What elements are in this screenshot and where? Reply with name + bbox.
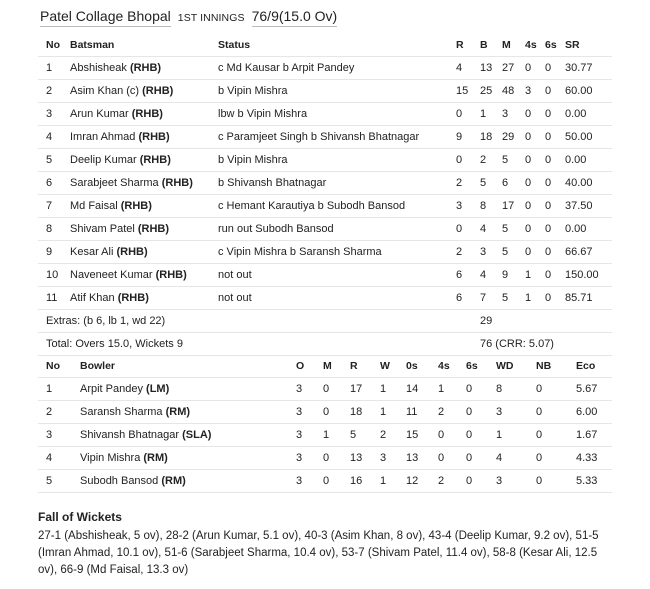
dismissal-status: b Shivansh Bhatnagar — [218, 177, 327, 189]
total-row — [38, 333, 612, 356]
batsman-role: (RHB) — [138, 131, 170, 143]
sixes: 0 — [545, 62, 552, 74]
minutes: 17 — [502, 200, 515, 212]
batsman-role: (RHB) — [116, 246, 148, 258]
fours: 0 — [438, 452, 445, 464]
fall-of-wickets-title: Fall of Wickets — [38, 510, 122, 524]
runs: 6 — [456, 292, 463, 304]
runs-conceded: 13 — [350, 452, 363, 464]
batsman-name[interactable]: Deelip Kumar — [70, 154, 137, 166]
col-overs: O — [296, 360, 305, 372]
wickets: 3 — [380, 452, 387, 464]
dot-balls: 12 — [406, 475, 419, 487]
batsman-no: 10 — [46, 269, 59, 281]
strike-rate: 150.00 — [565, 269, 599, 281]
dismissal-status: c Hemant Karautiya b Subodh Bansod — [218, 200, 406, 212]
bowler-no: 2 — [46, 406, 53, 418]
fall-of-wickets-text: 27-1 (Abshisheak, 5 ov), 28-2 (Arun Kumar, 5.1 ov), 40-3 (Asim Khan, 8 ov), 43-4 (Deelip Kumar, 9.2 ov), 51-5 (Imran Ahmad, 10.1 ov), 51-6 (Sarabjeet Sharma, 10.4 ov), 53-7 (Shivam Patel, 11.4 ov), 58-8 (Kesar Ali, 12.5 ov), 66-9 (Md Faisal, 13.3 ov) — [38, 530, 599, 576]
dot-balls: 14 — [406, 383, 419, 395]
economy: 5.33 — [576, 475, 598, 487]
minutes: 3 — [502, 108, 509, 120]
dismissal-status: not out — [218, 292, 252, 304]
overs: 3 — [296, 383, 303, 395]
bowler-no: 1 — [46, 383, 53, 395]
runs: 0 — [456, 154, 463, 166]
maidens: 0 — [323, 406, 330, 418]
batsman-cell — [62, 149, 210, 172]
bowler-name[interactable]: Subodh Bansod — [80, 475, 159, 487]
dot-balls: 11 — [406, 406, 418, 418]
bowler-name[interactable]: Saransh Sharma — [80, 406, 163, 418]
runs: 0 — [456, 108, 463, 120]
col-economy: Eco — [576, 360, 596, 372]
batsman-no: 2 — [46, 85, 53, 97]
fours: 0 — [525, 131, 532, 143]
runs: 6 — [456, 269, 463, 281]
col-runs: R — [350, 360, 358, 372]
runs: 0 — [456, 223, 463, 235]
batsman-name[interactable]: Imran Ahmad — [70, 131, 136, 143]
batsman-role: (RHB) — [161, 177, 193, 189]
runs: 9 — [456, 131, 463, 143]
dismissal-status: lbw b Vipin Mishra — [218, 108, 308, 120]
dismissal-status: not out — [218, 269, 252, 281]
sixes: 0 — [466, 383, 473, 395]
batsman-name[interactable]: Arun Kumar — [70, 108, 129, 120]
overs: 3 — [296, 452, 303, 464]
extras-row — [38, 310, 612, 333]
batsman-row — [38, 57, 612, 80]
overs: 3 — [296, 406, 303, 418]
dismissal-status: run out Subodh Bansod — [218, 223, 334, 235]
strike-rate: 50.00 — [565, 131, 593, 143]
runs: 15 — [456, 85, 469, 97]
batsman-name[interactable]: Kesar Ali — [70, 246, 114, 258]
strike-rate: 40.00 — [565, 177, 593, 189]
batsman-role: (RHB) — [131, 108, 163, 120]
strike-rate: 30.77 — [565, 62, 593, 74]
batsman-role: (RHB) — [137, 223, 170, 235]
batsman-row — [38, 264, 612, 287]
col-fours: 4s — [525, 39, 537, 51]
fours: 0 — [525, 200, 532, 212]
batsman-row — [38, 172, 612, 195]
runs-conceded: 17 — [350, 383, 363, 395]
bowler-cell — [72, 424, 288, 447]
sixes: 0 — [545, 246, 552, 258]
no-balls: 0 — [536, 383, 543, 395]
strike-rate: 85.71 — [565, 292, 593, 304]
batsman-role: (RHB) — [142, 85, 174, 97]
batsman-row — [38, 241, 612, 264]
wides: 3 — [496, 406, 503, 418]
runs-conceded: 5 — [350, 429, 357, 441]
dot-balls: 15 — [406, 429, 419, 441]
balls: 2 — [480, 154, 487, 166]
batsman-no: 1 — [46, 62, 53, 74]
innings-header — [40, 8, 337, 27]
runs: 2 — [456, 177, 463, 189]
batsman-row — [38, 103, 612, 126]
balls: 25 — [480, 85, 493, 97]
runs: 3 — [456, 200, 463, 212]
sixes: 0 — [545, 131, 552, 143]
runs: 4 — [456, 62, 463, 74]
no-balls: 0 — [536, 406, 543, 418]
bowler-role: (RM) — [165, 406, 191, 418]
bowler-name[interactable]: Shivansh Bhatnagar — [80, 429, 180, 441]
dismissal-status: c Vipin Mishra b Saransh Sharma — [218, 246, 382, 258]
col-minutes: M — [502, 39, 511, 51]
balls: 7 — [480, 292, 487, 304]
fours: 0 — [525, 154, 532, 166]
fall-of-wickets — [38, 510, 618, 579]
batsman-row — [38, 195, 612, 218]
bowling-table — [38, 355, 612, 493]
no-balls: 0 — [536, 475, 543, 487]
sixes: 0 — [545, 108, 552, 120]
minutes: 6 — [502, 177, 509, 189]
bowler-role: (SLA) — [182, 429, 212, 441]
col-dots: 0s — [406, 360, 418, 372]
batsman-no: 4 — [46, 131, 53, 143]
batsman-cell — [62, 126, 210, 149]
col-no: No — [46, 39, 60, 51]
batsman-role: (RHB) — [139, 154, 171, 166]
no-balls: 0 — [536, 452, 543, 464]
fours: 1 — [438, 383, 445, 395]
bowler-cell — [72, 378, 288, 401]
bowler-row — [38, 447, 612, 470]
batsman-row — [38, 126, 612, 149]
col-batsman: Batsman — [70, 39, 115, 51]
sixes: 0 — [545, 269, 552, 281]
sixes: 0 — [466, 429, 473, 441]
sixes: 0 — [545, 154, 552, 166]
batsman-cell — [62, 195, 210, 218]
batsman-no: 5 — [46, 154, 53, 166]
strike-rate: 0.00 — [565, 154, 587, 166]
fours: 1 — [525, 292, 532, 304]
strike-rate: 66.67 — [565, 246, 593, 258]
batsman-name[interactable]: Asim Khan (c) — [70, 85, 140, 97]
batsman-cell — [62, 172, 210, 195]
balls: 5 — [480, 177, 487, 189]
maidens: 0 — [323, 452, 330, 464]
minutes: 27 — [502, 62, 515, 74]
economy: 1.67 — [576, 429, 598, 441]
balls: 13 — [480, 62, 493, 74]
sixes: 0 — [545, 292, 552, 304]
bowler-no: 5 — [46, 475, 53, 487]
balls: 18 — [480, 131, 493, 143]
bowling-header-row — [38, 355, 612, 378]
strike-rate: 60.00 — [565, 85, 593, 97]
batsman-name[interactable]: Sarabjeet Sharma — [70, 177, 159, 189]
wides: 4 — [496, 452, 503, 464]
dismissal-status: b Vipin Mishra — [218, 154, 288, 166]
balls: 3 — [480, 246, 487, 258]
batsman-cell — [62, 218, 210, 241]
col-fours: 4s — [438, 360, 450, 372]
total-value: 76 (CRR: 5.07) — [480, 338, 554, 350]
bowler-role: (LM) — [146, 383, 170, 395]
wickets: 1 — [380, 406, 387, 418]
bowler-no: 3 — [46, 429, 53, 441]
bowler-cell — [72, 470, 288, 493]
sixes: 0 — [466, 475, 473, 487]
minutes: 5 — [502, 223, 509, 235]
batting-table — [38, 34, 612, 356]
batsman-name[interactable]: Abshisheak — [70, 62, 127, 74]
batsman-role: (RHB) — [117, 292, 149, 304]
bowler-row — [38, 470, 612, 493]
economy: 5.67 — [576, 383, 598, 395]
sixes: 0 — [466, 406, 473, 418]
fours: 0 — [525, 108, 532, 120]
batsman-cell — [62, 287, 210, 310]
balls: 4 — [480, 223, 487, 235]
batsman-row — [38, 218, 612, 241]
sixes: 0 — [545, 177, 552, 189]
bowler-name[interactable]: Arpit Pandey — [80, 383, 143, 395]
dismissal-status: c Paramjeet Singh b Shivansh Bhatnagar — [218, 131, 420, 143]
fours: 2 — [438, 406, 445, 418]
batsman-cell — [62, 264, 210, 287]
sixes: 0 — [545, 85, 552, 97]
col-wides: WD — [496, 360, 514, 372]
col-wickets: W — [380, 360, 390, 372]
wickets: 1 — [380, 383, 387, 395]
col-strike-rate: SR — [565, 39, 580, 51]
minutes: 9 — [502, 269, 509, 281]
col-status: Status — [218, 39, 251, 51]
bowler-role: (RM) — [143, 452, 168, 464]
batsman-name[interactable]: Shivam Patel — [70, 223, 135, 235]
fours: 0 — [525, 223, 532, 235]
col-runs: R — [456, 39, 464, 51]
batsman-name[interactable]: Md Faisal — [70, 200, 118, 212]
bowler-row — [38, 378, 612, 401]
col-no: No — [46, 360, 60, 372]
fours: 2 — [438, 475, 445, 487]
innings-label: 1ST INNINGS — [177, 12, 245, 24]
team-name[interactable]: Patel Collage Bhopal — [40, 8, 171, 27]
batsman-row — [38, 149, 612, 172]
fours: 3 — [525, 85, 532, 97]
fours: 1 — [525, 269, 532, 281]
dismissal-status: b Vipin Mishra — [218, 85, 288, 97]
batsman-no: 8 — [46, 223, 53, 235]
batsman-name[interactable]: Naveneet Kumar — [70, 269, 153, 281]
bowler-no: 4 — [46, 452, 53, 464]
batsman-role: (RHB) — [120, 200, 152, 212]
bowler-row — [38, 401, 612, 424]
wickets: 2 — [380, 429, 387, 441]
minutes: 48 — [502, 85, 515, 97]
minutes: 5 — [502, 154, 509, 166]
batsman-no: 7 — [46, 200, 53, 212]
col-sixes: 6s — [545, 39, 557, 51]
batsman-cell — [62, 241, 210, 264]
extras-label: Extras: (b 6, lb 1, wd 22) — [46, 315, 166, 327]
batsman-cell — [62, 103, 210, 126]
col-balls: B — [480, 39, 488, 51]
fours: 0 — [525, 177, 532, 189]
batsman-role: (RHB) — [155, 269, 187, 281]
batsman-name[interactable]: Atif Khan — [70, 292, 115, 304]
bowler-row — [38, 424, 612, 447]
balls: 4 — [480, 269, 487, 281]
fours: 0 — [438, 429, 445, 441]
extras-value: 29 — [480, 315, 493, 327]
bowler-name[interactable]: Vipin Mishra — [80, 452, 141, 464]
col-maidens: M — [323, 360, 332, 372]
runs: 2 — [456, 246, 463, 258]
col-bowler: Bowler — [80, 360, 116, 372]
maidens: 0 — [323, 475, 330, 487]
batsman-role: (RHB) — [129, 62, 162, 74]
economy: 4.33 — [576, 452, 598, 464]
bowler-cell — [72, 447, 288, 470]
strike-rate: 37.50 — [565, 200, 593, 212]
col-no-balls: NB — [536, 360, 552, 372]
batsman-no: 9 — [46, 246, 53, 258]
sixes: 0 — [466, 452, 473, 464]
wides: 8 — [496, 383, 503, 395]
strike-rate: 0.00 — [565, 108, 587, 120]
bowler-cell — [72, 401, 288, 424]
fours: 0 — [525, 246, 532, 258]
maidens: 0 — [323, 383, 330, 395]
wides: 3 — [496, 475, 503, 487]
maidens: 1 — [323, 429, 330, 441]
dot-balls: 13 — [406, 452, 419, 464]
bowler-role: (RM) — [161, 475, 186, 487]
total-label: Total: Overs 15.0, Wickets 9 — [46, 338, 183, 350]
economy: 6.00 — [576, 406, 598, 418]
col-sixes: 6s — [466, 360, 478, 372]
balls: 1 — [480, 108, 487, 120]
overs: 3 — [296, 475, 303, 487]
runs-conceded: 16 — [350, 475, 363, 487]
batsman-cell — [62, 80, 210, 103]
sixes: 0 — [545, 223, 552, 235]
sixes: 0 — [545, 200, 552, 212]
batsman-cell — [62, 57, 210, 80]
wides: 1 — [496, 429, 503, 441]
minutes: 5 — [502, 246, 509, 258]
batting-header-row — [38, 34, 612, 57]
batsman-no: 11 — [46, 292, 58, 304]
batsman-row — [38, 80, 612, 103]
wickets: 1 — [380, 475, 387, 487]
batsman-row — [38, 287, 612, 310]
no-balls: 0 — [536, 429, 543, 441]
dismissal-status: c Md Kausar b Arpit Pandey — [218, 62, 355, 74]
runs-conceded: 18 — [350, 406, 363, 418]
balls: 8 — [480, 200, 487, 212]
strike-rate: 0.00 — [565, 223, 587, 235]
innings-score[interactable]: 76/9(15.0 Ov) — [252, 8, 338, 27]
batsman-no: 6 — [46, 177, 53, 189]
minutes: 5 — [502, 292, 509, 304]
minutes: 29 — [502, 131, 515, 143]
overs: 3 — [296, 429, 303, 441]
batsman-no: 3 — [46, 108, 53, 120]
fours: 0 — [525, 62, 532, 74]
